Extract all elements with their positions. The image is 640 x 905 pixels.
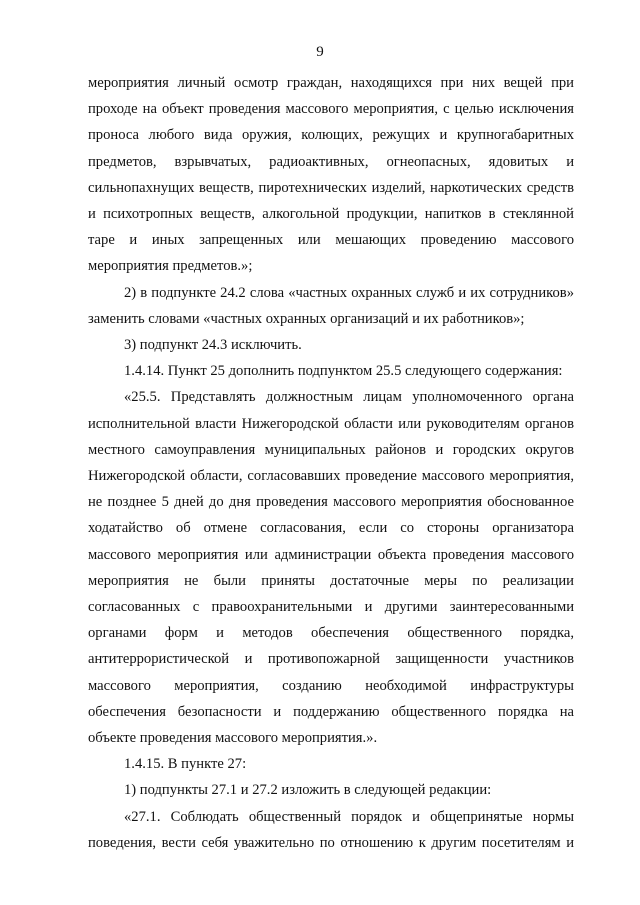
paragraph-item-2: 2) в подпункте 24.2 слова «частных охранных служб и их сотрудников» заменить словами «частных охранных организаций и их работников»; (88, 284, 574, 327)
paragraph-clause-1-4-14: 1.4.14. Пункт 25 дополнить подпунктом 25.5 следующего содержания: (124, 363, 563, 380)
paragraph-item-3: 3) подпункт 24.3 исключить. (124, 337, 302, 354)
paragraph-clause-1-4-15: 1.4.15. В пункте 27: (124, 756, 247, 773)
page-number: 9 (316, 44, 324, 60)
paragraph-continuation: мероприятия личный осмотр граждан, находящихся при них вещей при проходе на объект проведения массового мероприятия, с целью исключения проноса любого вида оружия, колющих, режущих и крупногабаритных предметов, взрывчатых, радиоактивных, огнеопасных, ядовитых и сильнопахнущих веществ, пиротехнических изделий, наркотических средств и психотропных веществ, алкогольной продукции, напитков в стеклянной таре и иных запрещенных или мешающих проведению массового мероприятия предметов.»; (88, 75, 574, 275)
paragraph-clause-27-1: «27.1. Соблюдать общественный порядок и общепринятые нормы поведения, вести себя уважительно по отношению к другим посетителям и (88, 808, 574, 851)
document-body (88, 70, 574, 856)
paragraph-clause-25-5: «25.5. Представлять должностным лицам уполномоченного органа исполнительной власти Нижегородской области или руководителям органов местного самоуправления муниципальных районов и городских округов Нижегородской области, согласовавших проведение массового мероприятия, не позднее 5 дней до дня проведения массового мероприятия обоснованное ходатайство об отмене согласования, если со стороны организатора массового мероприятия или администрации объекта проведения массового мероприятия не были приняты достаточные меры по реализации согласованных с правоохранительными и другими заинтересованными органами форм и методов обеспечения общественного порядка, антитеррористической и противопожарной защищенности участников массового мероприятия, созданию необходимой инфраструктуры обеспечения безопасности и поддержанию общественного порядка на объекте проведения массового мероприятия.». (88, 389, 574, 747)
paragraph-item-1: 1) подпункты 27.1 и 27.2 изложить в следующей редакции: (124, 782, 492, 799)
